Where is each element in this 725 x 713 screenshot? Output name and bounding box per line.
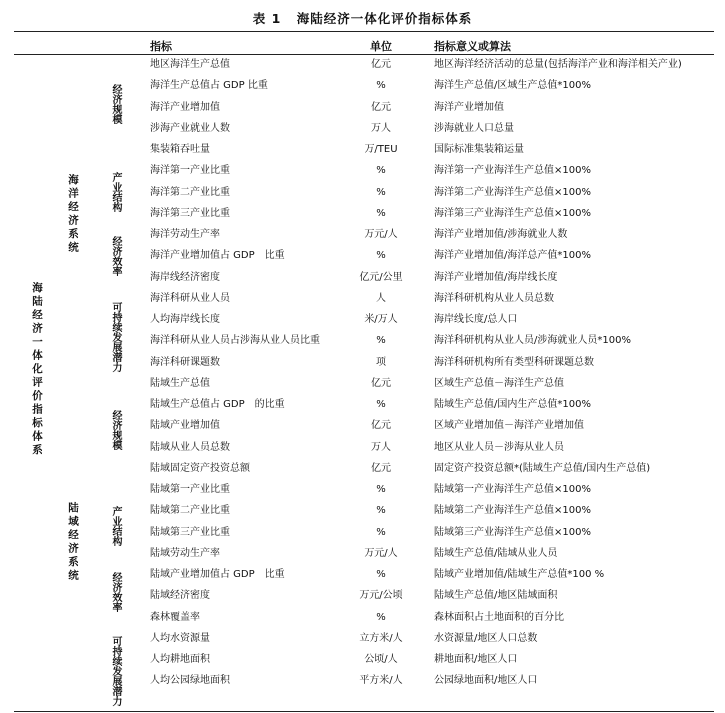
top-rule: [14, 31, 714, 32]
indicator-unit: %: [376, 611, 386, 623]
table-row: [0, 585, 725, 606]
indicator-definition: 水资源量/地区人口总数: [434, 632, 538, 644]
indicator-unit: 亿元: [371, 462, 391, 474]
indicator-name: 森林覆盖率: [150, 611, 200, 623]
indicator-unit: 亿元: [371, 377, 391, 389]
table-row: [0, 628, 725, 649]
indicator-definition: 陆域生产总值/陆域从业人员: [434, 547, 558, 559]
indicator-name: 陆域产业增加值占 GDP 比重: [150, 569, 285, 580]
header-meaning: 指标意义或算法: [434, 40, 511, 53]
indicator-name: 陆域第一产业比重: [150, 484, 230, 495]
indicator-name: 陆域生产总值: [150, 377, 210, 389]
indicator-unit: %: [376, 505, 386, 517]
indicator-definition: 海洋科研机构从业人员/涉海就业人员*100%: [434, 335, 631, 347]
category-label-marine-efficiency: 经济效率: [110, 236, 121, 276]
table-title-text: 海陆经济一体化评价指标体系: [296, 11, 473, 26]
indicator-definition: 陆域生产总值/地区陆域面积: [434, 590, 558, 602]
indicator-unit: 公顷/人: [364, 654, 398, 665]
indicator-unit: 立方米/人: [359, 632, 403, 644]
table-row: [0, 394, 725, 415]
indicator-unit: 万/TEU: [364, 144, 398, 155]
indicator-name: 海洋第三产业比重: [150, 207, 230, 219]
indicator-unit: %: [376, 207, 386, 219]
table-row: [0, 182, 725, 203]
table-row: [0, 352, 725, 373]
indicator-definition: 海岸线长度/总人口: [434, 314, 518, 325]
header-indicator: 指标: [150, 40, 172, 53]
indicator-unit: %: [376, 186, 386, 198]
indicator-name: 涉海产业就业人数: [150, 122, 230, 134]
indicator-name: 陆域生产总值占 GDP 的比重: [150, 399, 285, 410]
table-row: [0, 543, 725, 564]
indicator-definition: 海洋科研机构从业人员总数: [434, 292, 554, 304]
indicator-unit: 亿元: [371, 59, 391, 70]
category-label-land-potential: 可持续发展潜力: [110, 636, 121, 706]
category-label-marine-scale: 经济规模: [110, 84, 121, 124]
indicator-definition: 固定资产投资总额*(陆域生产总值/国内生产总值): [434, 462, 651, 474]
category-label-land-scale: 经济规模: [110, 410, 121, 450]
table-row: [0, 564, 725, 585]
indicator-unit: %: [376, 250, 386, 262]
indicator-definition: 国际标准集装箱运量: [434, 144, 524, 155]
indicator-name: 陆域经济密度: [150, 590, 210, 602]
indicator-name: 陆域产业增加值: [150, 420, 220, 432]
table-row: [0, 245, 725, 266]
indicator-unit: 万元/公顷: [359, 590, 403, 602]
indicator-name: 人均水资源量: [150, 632, 210, 644]
indicator-definition: 海洋产业增加值/海岸线长度: [434, 271, 558, 283]
indicator-name: 人均海岸线长度: [150, 314, 220, 325]
indicator-name: 海岸线经济密度: [150, 271, 220, 283]
table-row: [0, 670, 725, 691]
table-row: [0, 118, 725, 139]
indicator-unit: %: [376, 399, 386, 410]
table-row: [0, 75, 725, 96]
table-title: [0, 9, 725, 27]
indicator-unit: %: [376, 526, 386, 538]
indicator-name: 海洋科研课题数: [150, 356, 220, 368]
table-row: [0, 330, 725, 351]
indicator-definition: 海洋第二产业海洋生产总值×100%: [434, 186, 591, 198]
indicator-definition: 森林面积占土地面积的百分比: [434, 611, 564, 623]
indicator-unit: %: [376, 80, 386, 92]
table-row: [0, 97, 725, 118]
indicator-definition: 区域产业增加值－海洋产业增加值: [434, 420, 584, 432]
indicator-definition: 涉海就业人口总量: [434, 122, 514, 134]
category-label-land-structure: 产业结构: [110, 506, 121, 546]
indicator-definition: 海洋科研机构所有类型科研课题总数: [434, 356, 594, 368]
indicator-definition: 陆域第二产业海洋生产总值×100%: [434, 505, 591, 517]
table-row: [0, 54, 725, 75]
indicator-unit: 万元/人: [364, 229, 398, 240]
indicator-definition: 区域生产总值－海洋生产总值: [434, 377, 564, 389]
indicator-name: 陆域第二产业比重: [150, 505, 230, 517]
indicator-name: 海洋产业增加值占 GDP 比重: [150, 250, 285, 262]
indicator-definition: 海洋第三产业海洋生产总值×100%: [434, 207, 591, 219]
category-label-marine-structure: 产业结构: [110, 172, 121, 212]
table-row: [0, 607, 725, 628]
indicator-definition: 地区从业人员－涉海从业人员: [434, 441, 564, 453]
indicator-unit: 亿元: [371, 420, 391, 432]
table-row: [0, 522, 725, 543]
indicator-name: 陆域固定资产投资总额: [150, 462, 250, 474]
table-row: [0, 288, 725, 309]
indicator-name: 海洋产业增加值: [150, 101, 220, 113]
indicator-name: 地区海洋生产总值: [150, 59, 230, 70]
indicator-definition: 海洋产业增加值: [434, 101, 504, 113]
table-row: [0, 415, 725, 436]
indicator-definition: 陆域第三产业海洋生产总值×100%: [434, 526, 591, 538]
table-row: [0, 437, 725, 458]
indicator-name: 集装箱吞吐量: [150, 144, 210, 155]
indicator-unit: 万元/人: [364, 547, 398, 559]
indicator-unit: 亿元: [371, 101, 391, 113]
indicator-definition: 地区海洋经济活动的总量(包括海洋产业和海洋相关产业): [434, 59, 682, 70]
indicator-unit: %: [376, 165, 386, 177]
indicator-unit: 项: [376, 356, 386, 368]
table-row: [0, 267, 725, 288]
bottom-rule: [14, 711, 714, 712]
table-row: [0, 203, 725, 224]
indicator-unit: 平方米/人: [359, 675, 403, 687]
table-row: [0, 649, 725, 670]
indicator-unit: 万人: [371, 441, 391, 453]
indicator-name: 海洋劳动生产率: [150, 229, 220, 240]
indicator-definition: 海洋第一产业海洋生产总值×100%: [434, 165, 591, 177]
subsystem-label-land: 陆域经济系统: [67, 502, 79, 583]
indicator-name: 陆域从业人员总数: [150, 441, 230, 453]
table-number: 表 1: [252, 11, 282, 26]
indicator-definition: 海洋产业增加值/涉海就业人数: [434, 229, 568, 240]
table-row: [0, 139, 725, 160]
indicator-definition: 公园绿地面积/地区人口: [434, 675, 538, 687]
indicator-unit: 米/万人: [364, 314, 398, 325]
table-row: [0, 160, 725, 181]
indicator-name: 海洋第二产业比重: [150, 186, 230, 198]
table-row: [0, 500, 725, 521]
system-label: 海陆经济一体化评价指标体系: [31, 282, 43, 458]
indicator-name: 海洋科研从业人员: [150, 292, 230, 304]
indicator-name: 人均耕地面积: [150, 654, 210, 665]
table-row: [0, 479, 725, 500]
category-label-marine-potential: 可持续发展潜力: [110, 302, 121, 372]
header-unit: 单位: [370, 40, 392, 53]
indicator-unit: 万人: [371, 122, 391, 134]
indicator-unit: 亿元/公里: [359, 271, 403, 283]
indicator-name: 陆域第三产业比重: [150, 526, 230, 538]
indicator-definition: 海洋生产总值/区域生产总值*100%: [434, 80, 591, 92]
indicator-definition: 陆域生产总值/国内生产总值*100%: [434, 399, 591, 410]
indicator-unit: %: [376, 335, 386, 347]
table-row: [0, 309, 725, 330]
indicator-definition: 海洋产业增加值/海洋总产值*100%: [434, 250, 591, 262]
table-row: [0, 224, 725, 245]
indicator-name: 海洋科研从业人员占涉海从业人员比重: [150, 335, 320, 347]
table-body: [0, 54, 725, 692]
indicator-unit: 人: [376, 292, 386, 304]
indicator-definition: 陆域产业增加值/陆域生产总值*100 %: [434, 569, 605, 580]
indicator-name: 海洋生产总值占 GDP 比重: [150, 80, 268, 92]
indicator-name: 人均公园绿地面积: [150, 675, 230, 687]
indicator-definition: 陆域第一产业海洋生产总值×100%: [434, 484, 591, 495]
subsystem-label-marine: 海洋经济系统: [67, 174, 79, 255]
category-label-land-efficiency: 经济效率: [110, 572, 121, 612]
indicator-name: 陆域劳动生产率: [150, 547, 220, 559]
table-row: [0, 458, 725, 479]
indicator-name: 海洋第一产业比重: [150, 165, 230, 177]
indicator-unit: %: [376, 569, 386, 580]
indicator-unit: %: [376, 484, 386, 495]
table-row: [0, 373, 725, 394]
indicator-definition: 耕地面积/地区人口: [434, 654, 518, 665]
